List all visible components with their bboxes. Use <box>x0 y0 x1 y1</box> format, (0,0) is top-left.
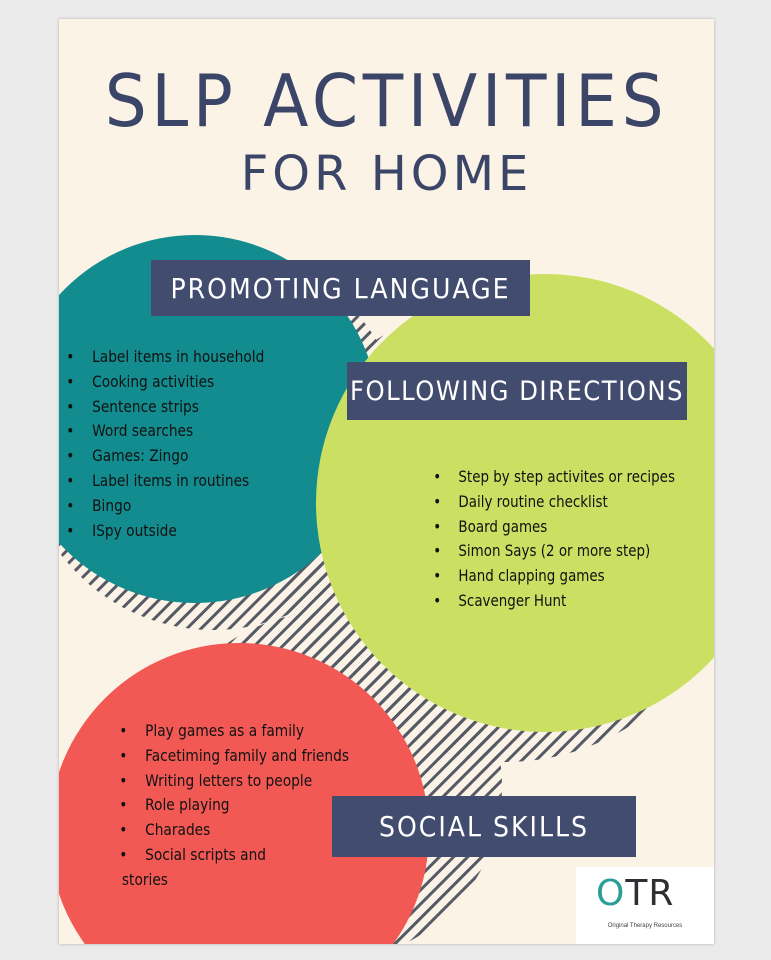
list-item: • Social scripts and <box>115 843 349 868</box>
list-item: • ISpy outside <box>62 519 264 544</box>
poster-subtitle: FOR HOME <box>240 146 533 202</box>
list-item: • Label items in household <box>62 345 264 370</box>
list-item: • Label items in routines <box>62 469 264 494</box>
list-item-continuation: stories <box>121 869 168 889</box>
list-item: • Scavenger Hunt <box>429 589 675 614</box>
social-skills-heading: SOCIAL SKILLS <box>332 796 636 857</box>
list-item: • Bingo <box>62 494 264 519</box>
list-item: • Role playing <box>115 793 349 818</box>
following-directions-heading: FOLLOWING DIRECTIONS <box>347 362 687 420</box>
list-item: • Daily routine checklist <box>429 490 675 515</box>
logo-letter-o: O <box>596 873 626 914</box>
promoting-language-list <box>62 345 297 543</box>
list-item: • Simon Says (2 or more step) <box>429 539 675 564</box>
list-item: • Writing letters to people <box>115 769 349 794</box>
list-item: • Charades <box>115 818 349 843</box>
logo-tagline: Original Therapy Resources <box>607 923 683 929</box>
list-item: • Hand clapping games <box>429 564 675 589</box>
poster <box>59 19 714 944</box>
list-item: • Board games <box>429 515 675 540</box>
promoting-language-heading: PROMOTING LANGUAGE <box>151 260 530 316</box>
following-directions-list <box>429 465 714 614</box>
otr-logo <box>576 867 714 944</box>
list-item: • Play games as a family <box>115 719 349 744</box>
logo-mark <box>596 873 674 914</box>
list-item: • Games: Zingo <box>62 444 264 469</box>
list-item: • Word searches <box>62 419 264 444</box>
list-item: • Facetiming family and friends <box>115 744 349 769</box>
poster-title: SLP ACTIVITIES <box>104 59 669 143</box>
logo-letters-tr: TR <box>625 873 675 914</box>
list-item: • Sentence strips <box>62 395 264 420</box>
list-item: • Step by step activites or recipes <box>429 465 675 490</box>
list-item: • Cooking activities <box>62 370 264 395</box>
